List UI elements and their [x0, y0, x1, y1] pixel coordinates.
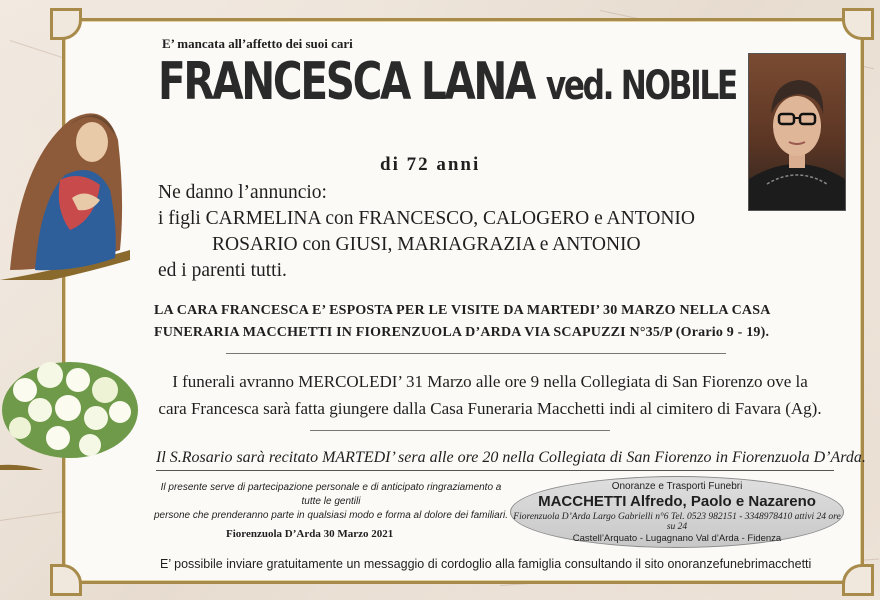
- funeral-info: [150, 368, 830, 422]
- visits-line: FUNERARIA MACCHETTI IN FIORENZUOLA D’ARDA VIA SCAPUZZI N°35/P (Orario 9 - 19).: [154, 325, 770, 340]
- portrait-photo: [748, 53, 846, 211]
- deceased-age: di 72 anni: [380, 154, 481, 175]
- rosary-info: Il S.Rosario sarà recitato MARTEDI’ sera alle ore 20 nella Collegiata di San Fiorenzo in Fiorenzuola D’Arda.: [156, 449, 866, 466]
- agency-header: Onoranze e Trasporti Funebri: [611, 481, 743, 492]
- agency-address: Fiorenzuola D’Arda Largo Gabrielli n°6 Tel. 0523 982151 - 3348978410 attivi 24 ore su 24: [513, 512, 841, 532]
- thanks-line: Il presente serve di partecipazione personale e di anticipato ringraziamento a tutte le gentili: [160, 482, 502, 507]
- deceased-name-suffix: ved. NOBILE: [545, 63, 736, 109]
- divider: [156, 470, 834, 471]
- madonna-image: [0, 80, 130, 280]
- agency-name: MACCHETTI Alfredo, Paolo e Nazareno: [538, 493, 816, 510]
- agency-branches: Castell’Arquato - Lugagnano Val d’Arda - Fidenza: [572, 533, 782, 544]
- thanks-notice: [150, 481, 512, 523]
- footer-message: E’ possibile inviare gratuitamente un messaggio di cordoglio alla famiglia consultando il sito onoranzefunebrimacchetti: [160, 557, 812, 571]
- flowers-image: [0, 350, 145, 470]
- visits-info: [154, 300, 844, 344]
- announcement-line: ed i parenti tutti.: [158, 260, 287, 281]
- deceased-name: [158, 52, 736, 112]
- funeral-line: cara Francesca sarà fatta giungere dalla Casa Funeraria Macchetti indi al cimitero di Favara (Ag).: [158, 399, 822, 418]
- divider: [226, 353, 726, 354]
- funeral-agency-badge: [510, 476, 844, 548]
- deceased-name-main: FRANCESCA LANA: [158, 52, 535, 112]
- visits-line: LA CARA FRANCESCA E’ ESPOSTA PER LE VISITE DA MARTEDI’ 30 MARZO NELLA CASA: [154, 303, 771, 318]
- announcement-lead: Ne danno l’annuncio:: [158, 182, 327, 203]
- announcement-line: ROSARIO con GIUSI, MARIAGRAZIA e ANTONIO: [212, 234, 641, 255]
- intro-text: E’ mancata all’affetto dei suoi cari: [162, 36, 353, 51]
- announcement-line: i figli CARMELINA con FRANCESCO, CALOGERO e ANTONIO: [158, 208, 695, 229]
- announcement: [158, 180, 695, 284]
- funeral-line: I funerali avranno MERCOLEDI’ 31 Marzo alle ore 9 nella Collegiata di San Fiorenzo ove la: [172, 372, 808, 391]
- place-date: Fiorenzuola D’Arda 30 Marzo 2021: [226, 528, 394, 540]
- divider: [310, 430, 610, 431]
- thanks-line: persone che prenderanno parte in qualsiasi modo e forma al dolore dei familiari.: [153, 510, 509, 521]
